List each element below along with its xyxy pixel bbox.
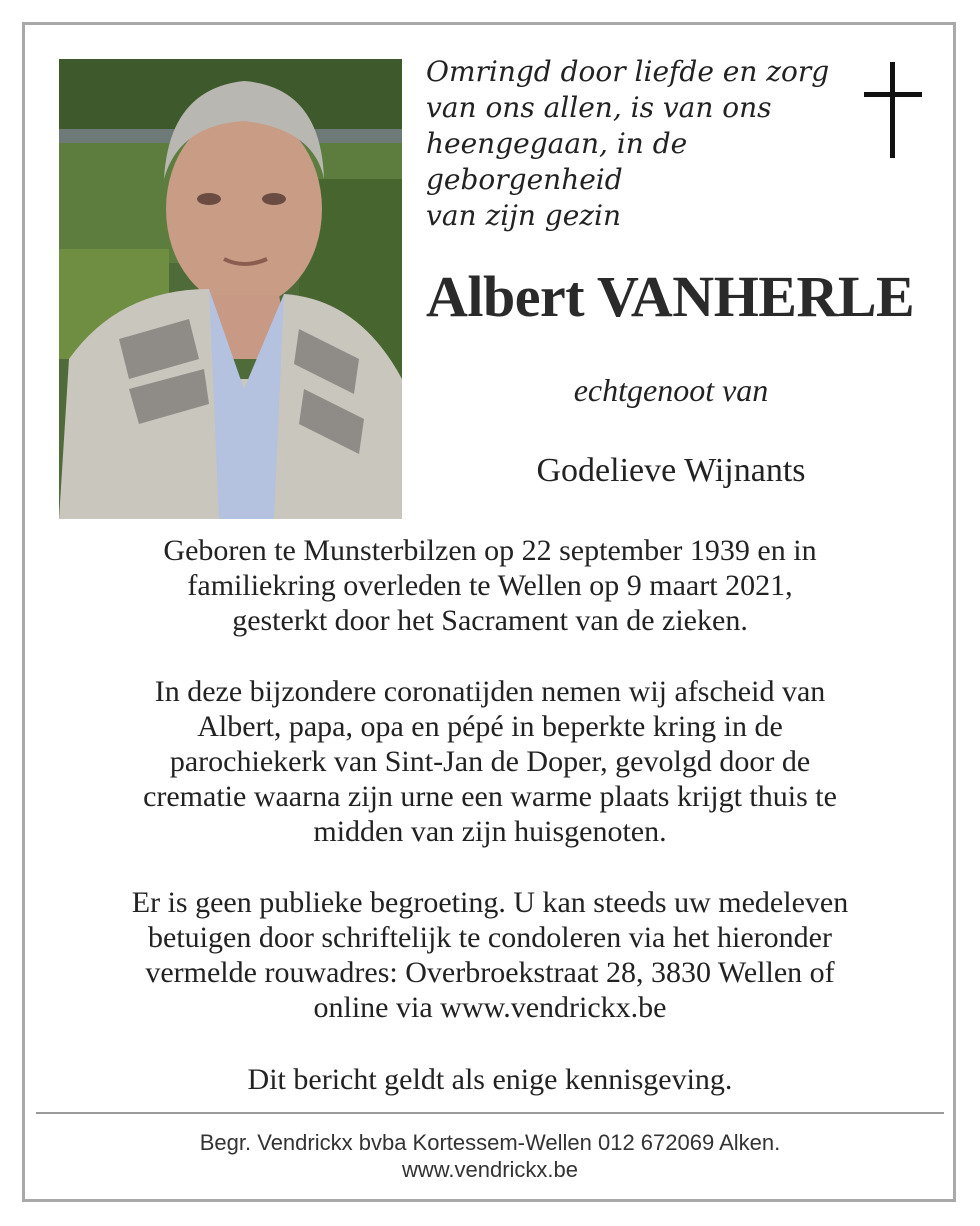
footer-website-link[interactable]: www.vendrickx.be: [401, 1157, 579, 1182]
portrait-photo: [59, 59, 402, 519]
paragraph-line: vermelde rouwadres: Overbroekstraat 28, 3830 Wellen of: [145, 956, 835, 989]
paragraph-line: gesterkt door het Sacrament van de zieken.: [232, 604, 748, 637]
footer-undertaker: Begr. Vendrickx bvba Kortessem-Wellen 012 672069 Alken.: [199, 1130, 781, 1155]
paragraph-line: crematie waarna zijn urne een warme plaats krijgt thuis te: [143, 780, 837, 813]
intro-line: Omringd door liefde en zorg: [426, 55, 830, 88]
cross-icon: [864, 62, 922, 158]
portrait-illustration: [59, 59, 402, 519]
paragraph-condolences: [40, 885, 940, 1025]
paragraph-line: Geboren te Munsterbilzen op 22 september 1939 en in: [163, 534, 817, 567]
footer-divider: [36, 1112, 944, 1114]
intro-line: van zijn gezin: [426, 199, 622, 232]
intro-line: van ons allen, is van ons: [426, 91, 772, 124]
spouse-label: echtgenoot van: [573, 372, 769, 408]
paragraph-line: online via www.vendrickx.be: [313, 991, 667, 1024]
paragraph-line: Er is geen publieke begroeting. U kan steeds uw medeleven: [131, 886, 849, 919]
paragraph-line: parochiekerk van Sint-Jan de Doper, gevolgd door de: [169, 745, 811, 778]
paragraph-line: Albert, papa, opa en pépé in beperkte kring in de: [197, 710, 783, 743]
paragraph-line: Dit bericht geldt als enige kennisgeving.: [247, 1063, 733, 1096]
paragraph-notice: [40, 1062, 940, 1097]
paragraph-line: familiekring overleden te Wellen op 9 maart 2021,: [187, 569, 793, 602]
paragraph-line: midden van zijn huisgenoten.: [313, 815, 667, 848]
cross-vertical-bar: [890, 62, 895, 158]
deceased-name: Albert VANHERLE: [426, 264, 915, 329]
paragraph-line: betuigen door schriftelijk te condoleren via het hieronder: [148, 921, 832, 954]
intro-line: heengegaan, in de geborgenheid: [426, 127, 688, 196]
paragraph-birth-death: [40, 533, 940, 638]
cross-horizontal-bar: [864, 92, 922, 97]
paragraph-farewell: [40, 674, 940, 849]
intro-verse: [426, 54, 846, 234]
paragraph-line: In deze bijzondere coronatijden nemen wij afscheid van: [154, 675, 826, 708]
spouse-name: Godelieve Wijnants: [536, 452, 806, 489]
